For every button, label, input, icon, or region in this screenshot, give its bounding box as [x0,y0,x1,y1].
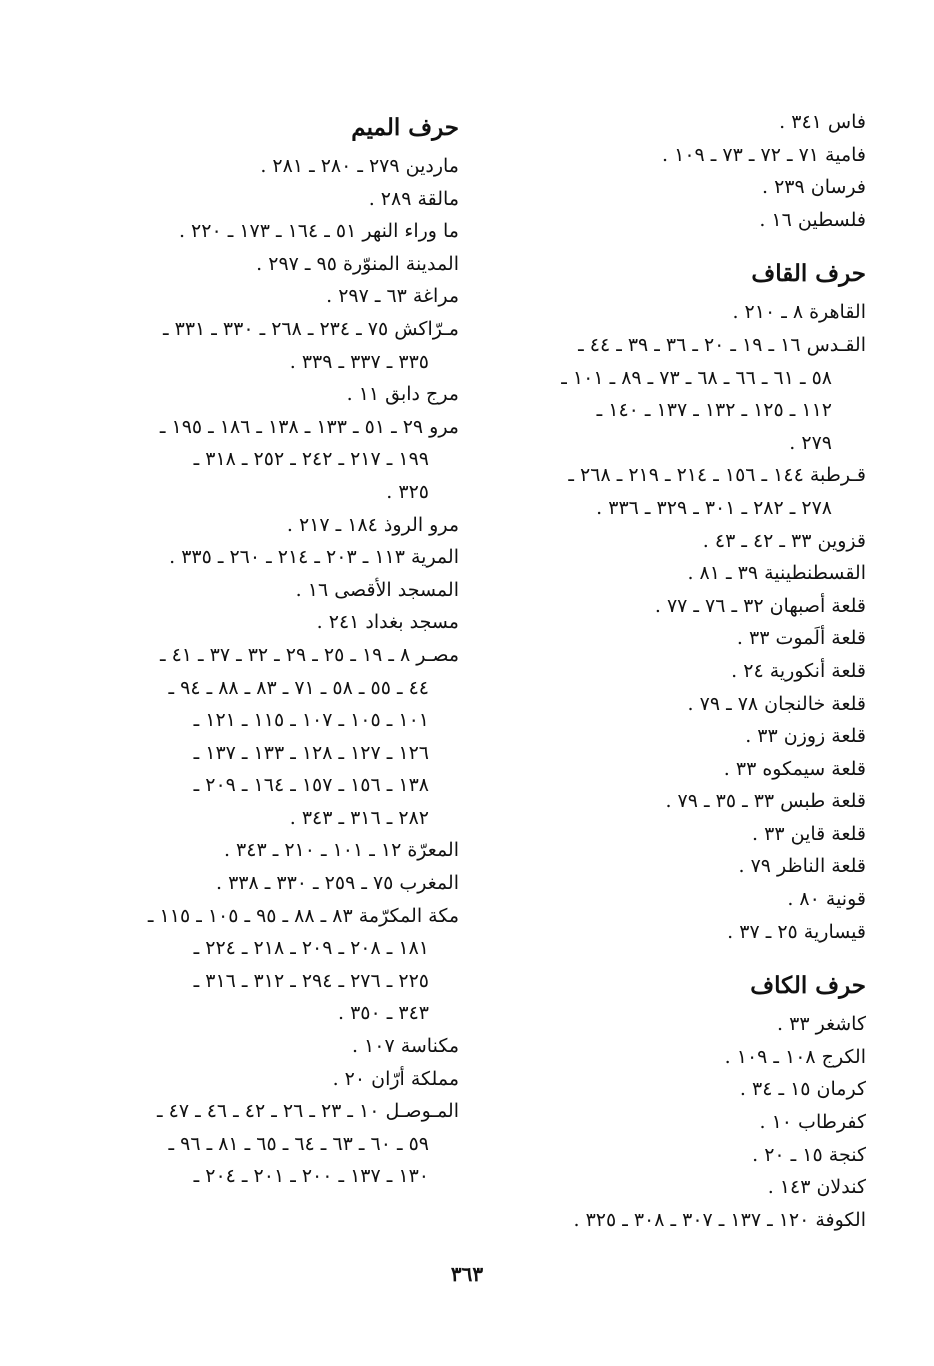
entry-line: قلعة سيمكوه ٣٣ . [723,757,866,780]
index-entry [514,1171,866,1204]
index-entry [514,785,866,818]
entry-continuation-line: ٥٩ ـ ٦٠ ـ ٦٣ ـ ٦٤ ـ ٦٥ ـ ٨١ ـ ٩٦ ـ [168,1132,429,1155]
entry-line: كاشغر ٣٣ . [777,1013,866,1036]
entry-line: المغرب ٧٥ ـ ٢٥٩ ـ ٣٣٠ ـ ٣٣٨ . [216,872,459,895]
entry-line: كرمان ١٥ ـ ٣٤ . [739,1078,866,1101]
section-spacer [514,948,866,964]
index-entry [89,606,459,639]
index-entry [514,1106,866,1139]
index-entry [514,1204,866,1237]
index-entry [514,1139,866,1172]
entry-line: قلعة زوزن ٣٣ . [745,725,866,748]
entry-line: مكناسة ١٠٧ . [351,1035,459,1058]
index-entry [89,248,459,281]
entry-line: القـدس ١٦ ـ ١٩ ـ ٢٠ ـ ٣٦ ـ ٣٩ ـ ٤٤ ـ [578,333,866,356]
entry-line: المـوصـل ١٠ ـ ٢٣ ـ ٢٦ ـ ٤٢ ـ ٤٦ ـ ٤٧ ـ [157,1100,459,1123]
entry-line: فلسطين ١٦ . [759,208,866,231]
entry-continuation-line: ٢٨٢ ـ ٣١٦ ـ ٣٤٣ . [289,806,429,829]
section-spacer [514,236,866,252]
index-entry [514,622,866,655]
index-entry [89,509,459,542]
entry-line: ما وراء النهر ٥١ ـ ١٦٤ ـ ١٧٣ ـ ٢٢٠ . [178,220,459,243]
entry-line: مسجد بغداد ٢٤١ . [316,611,459,634]
entry-line: المعرّة ١٢ ـ ١٠١ ـ ٢١٠ ـ ٣٤٣ . [223,839,459,862]
entry-continuation-line: ٣٤٣ ـ ٣٥٠ . [338,1002,429,1025]
entry-line: مرو ٢٩ ـ ٥١ ـ ١٣٣ ـ ١٣٨ ـ ١٨٦ ـ ١٩٥ ـ [159,415,459,438]
entry-line: الكرج ١٠٨ ـ ١٠٩ . [724,1045,866,1068]
index-entry [514,818,866,851]
entry-line: مرج دابق ١١ . [346,383,459,406]
entry-continuation-line: ٢٧٩ . [789,431,832,454]
section-heading: حرف الكاف [750,972,866,1000]
section-heading: حرف الميم [351,114,459,141]
index-entry [514,883,866,916]
entry-line: ماردين ٢٧٩ ـ ٢٨٠ ـ ٢٨١ . [260,155,459,177]
page-number: ٣٦٣ [450,1262,484,1286]
left-column [89,106,459,1193]
index-entry [89,1063,459,1096]
entry-continuation-line: ٣٣٥ ـ ٣٣٧ ـ ٣٣٩ . [289,350,429,373]
entry-line: مصـر ٨ ـ ١٩ ـ ٢٥ ـ ٢٩ ـ ٣٢ ـ ٣٧ ـ ٤١ ـ [159,643,459,666]
entry-line: كندلان ١٤٣ . [767,1176,866,1199]
entry-line: فامية ٧١ ـ ٧٢ ـ ٧٣ ـ ١٠٩ . [662,143,866,166]
index-entry [89,867,459,900]
entry-line: كنجة ١٥ ـ ٢٠ . [752,1143,866,1166]
entry-line: كفرطاب ١٠ . [759,1111,866,1134]
index-entry [89,1095,459,1193]
entry-line: المدينة المنوّرة ٩٥ ـ ٢٩٧ . [256,252,459,275]
entry-line: فرسان ٢٣٩ . [762,176,866,199]
index-entry [89,280,459,313]
entry-line: قزوين ٣٣ ـ ٤٢ ـ ٤٣ . [702,529,866,552]
index-entry [514,850,866,883]
index-entry [514,139,866,172]
entry-line: مالقة ٢٨٩ . [368,187,459,210]
index-entry [89,900,459,1030]
entry-line: فاس ٣٤١ . [779,111,866,133]
index-entry [89,378,459,411]
entry-line: قلعة طبس ٣٣ ـ ٣٥ ـ ٧٩ . [665,790,866,813]
index-entry [514,655,866,688]
index-entry [514,204,866,237]
index-entry [89,411,459,509]
entry-continuation-line: ٢٢٥ ـ ٢٧٦ ـ ٢٩٤ ـ ٣١٢ ـ ٣١٦ ـ [193,969,429,992]
index-entry [89,150,459,183]
entry-continuation-line: ١٨١ ـ ٢٠٨ ـ ٢٠٩ ـ ٢١٨ ـ ٢٢٤ ـ [193,937,429,960]
entry-line: القاهرة ٨ ـ ٢١٠ . [732,301,866,324]
entry-continuation-line: ١٣٠ ـ ١٣٧ ـ ٢٠٠ ـ ٢٠١ ـ ٢٠٤ ـ [193,1165,429,1188]
index-entry [514,1073,866,1106]
entry-line: المسجد الأقصى ١٦ . [295,578,459,601]
index-entry [514,753,866,786]
entry-line: مرو الروذ ١٨٤ ـ ٢١٧ . [286,513,459,536]
entry-continuation-line: ١٢٦ ـ ١٢٧ ـ ١٢٨ ـ ١٣٣ ـ ١٣٧ ـ [193,741,429,764]
index-entry [89,834,459,867]
entry-line: الكوفة ١٢٠ ـ ١٣٧ ـ ٣٠٧ ـ ٣٠٨ ـ ٣٢٥ . [573,1208,866,1231]
entry-continuation-line: ٥٨ ـ ٦١ ـ ٦٦ ـ ٦٨ ـ ٧٣ ـ ٨٩ ـ ١٠١ ـ [561,366,832,389]
right-column [514,106,866,1236]
entry-line: قلعة خالنجان ٧٨ ـ ٧٩ . [687,692,866,715]
entry-line: قلعة ألَموت ٣٣ . [736,627,866,650]
section-heading: حرف القاف [751,260,866,288]
entry-line: قلعة قاين ٣٣ . [752,822,866,845]
entry-continuation-line: ١٩٩ ـ ٢١٧ ـ ٢٤٢ ـ ٢٥٢ ـ ٣١٨ ـ [193,448,429,471]
entry-line: مـرّاكش ٧٥ ـ ٢٣٤ ـ ٢٦٨ ـ ٣٣٠ ـ ٣٣١ ـ [163,317,459,340]
entry-line: القسطنطينية ٣٩ ـ ٨١ . [687,562,866,585]
entry-line: قيسارية ٢٥ ـ ٣٧ . [727,920,866,943]
entry-continuation-line: ٢٧٨ ـ ٢٨٢ ـ ٣٠١ ـ ٣٢٩ ـ ٣٣٦ . [596,496,832,519]
entry-continuation-line: ١٠١ ـ ١٠٥ ـ ١٠٧ ـ ١١٥ ـ ١٢١ ـ [193,709,429,732]
index-entry [89,215,459,248]
entry-continuation-line: ٣٢٥ . [386,480,429,503]
index-entry [89,1030,459,1063]
index-entry [514,525,866,558]
entry-continuation-line: ١٣٨ ـ ١٥٦ ـ ١٥٧ ـ ١٦٤ ـ ٢٠٩ ـ [193,774,429,797]
index-entry [89,313,459,378]
index-entry [514,720,866,753]
entry-continuation-line: ٤٤ ـ ٥٥ ـ ٥٨ ـ ٧١ ـ ٨٣ ـ ٨٨ ـ ٩٤ ـ [168,676,429,699]
index-entry [514,1008,866,1041]
index-entry [514,329,866,459]
index-entry [514,171,866,204]
entry-line: مملكة أرّان ٢٠ . [332,1067,459,1090]
index-entry [514,590,866,623]
entry-line: قـرطبة ١٤٤ ـ ١٥٦ ـ ٢١٤ ـ ٢١٩ ـ ٢٦٨ ـ [568,464,866,487]
entry-line: قونية ٨٠ . [787,888,866,911]
index-entry [514,557,866,590]
entry-line: قلعة الناظر ٧٩ . [738,855,866,878]
index-entry [514,916,866,949]
entry-line: قلعة أصبهان ٣٢ ـ ٧٦ ـ ٧٧ . [654,594,866,617]
entry-line: قلعة أنكورية ٢٤ . [731,659,866,682]
entry-line: مكة المكرّمة ٨٣ ـ ٨٨ ـ ٩٥ ـ ١٠٥ ـ ١١٥ ـ [147,904,459,927]
index-entry [514,1041,866,1074]
index-entry [89,639,459,835]
entry-line: مراغة ٦٣ ـ ٢٩٧ . [326,285,459,308]
index-entry [514,296,866,329]
index-entry [514,459,866,524]
entry-line: المرية ١١٣ ـ ٢٠٣ ـ ٢١٤ ـ ٢٦٠ ـ ٣٣٥ . [169,546,459,569]
index-entry [514,688,866,721]
index-entry [514,106,866,139]
index-entry [89,574,459,607]
entry-continuation-line: ١١٢ ـ ١٢٥ ـ ١٣٢ ـ ١٣٧ ـ ١٤٠ ـ [596,399,832,422]
index-entry [89,541,459,574]
index-entry [89,183,459,216]
